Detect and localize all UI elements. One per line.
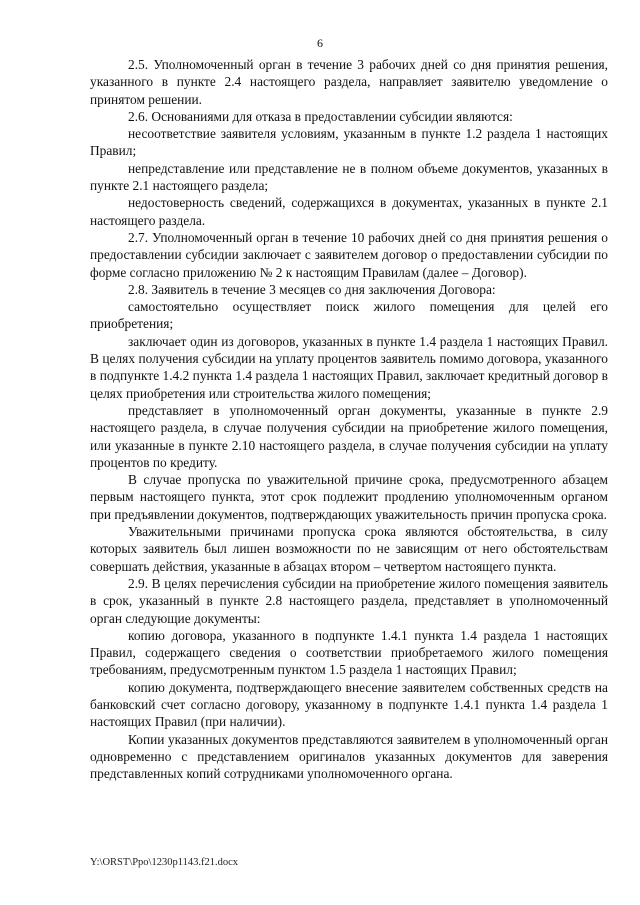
paragraph-2-9: 2.9. В целях перечисления субсидии на приобретение жилого помещения заявитель в срок, указанный в пункте 2.8 настоящего раздела, представляет в уполномоченный орган следующие документы: (90, 575, 608, 626)
paragraph-2-7: 2.7. Уполномоченный орган в течение 10 рабочих дней со дня принятия решения о предоставлении субсидии заключает с заявителем договор о предоставлении субсидии по форме согласно приложению № 2 к настоящим Правилам (далее – Договор). (90, 229, 608, 280)
paragraph-2-6-item-2: непредставление или представление не в полном объеме документов, указанных в пункте 2.1 настоящего раздела; (90, 160, 608, 194)
paragraph-2-6-item-3: недостоверность сведений, содержащихся в документах, указанных в пункте 2.1 настоящего раздела. (90, 195, 608, 228)
paragraph-2-6: 2.6. Основаниями для отказа в предоставлении субсидии являются: (128, 108, 513, 124)
document-body (90, 56, 608, 782)
page-number: 6 (317, 36, 323, 50)
paragraph-2-8: 2.8. Заявитель в течение 3 месяцев со дня заключения Договора: (128, 281, 496, 297)
paragraph-2-9-copies: Копии указанных документов представляются заявителем в уполномоченный орган одновременно с представлением оригиналов указанных документов для заверения представленных копий сотрудниками уполномоченного органа. (90, 731, 608, 782)
paragraph-2-9-item-1: копию договора, указанного в подпункте 1.4.1 пункта 1.4 раздела 1 настоящих Правил, содержащего сведения о соответствии приобретаемого жилого помещения требованиям, предусмотренным пунктом 1.5 раздела 1 настоящих Правил; (90, 627, 608, 678)
paragraph-2-8-valid-reasons: Уважительными причинами пропуска срока являются обстоятельства, в силу которых заявитель был лишен возможности по не зависящим от него обстоятельствам совершать действия, указанные в абзацах втором – четвертом настоящего пункта. (90, 524, 608, 574)
paragraph-2-9-item-2: копию документа, подтверждающего внесение заявителем собственных средств на банковский счет согласно договору, указанному в подпункте 1.4.1 пункта 1.4 раздела 1 настоящих Правил (при наличии). (90, 679, 608, 730)
paragraph-2-5: 2.5. Уполномоченный орган в течение 3 рабочих дней со дня принятия решения, указанного в пункте 2.4 настоящего раздела, направляет заявителю уведомление о принятом решении. (90, 57, 608, 107)
paragraph-2-8-extension: В случае пропуска по уважительной причине срока, предусмотренного абзацем первым настоящего пункта, этот срок подлежит продлению уполномоченным органом при предъявлении документов, подтверждающих уважительность причин пропуска срока. (90, 472, 608, 522)
paragraph-2-6-item-1: несоответствие заявителя условиям, указанным в пункте 1.2 раздела 1 настоящих Правил; (90, 126, 608, 159)
paragraph-2-8-item-3: представляет в уполномоченный орган документы, указанные в пункте 2.9 настоящего раздела, в случае получения субсидии на приобретение жилого помещения, или указанные в пункте 2.10 настоящего раздела, в случае получения субсидии на уплату процентов по кредиту. (90, 402, 608, 470)
paragraph-2-8-item-2: заключает один из договоров, указанных в пункте 1.4 раздела 1 настоящих Правил. В целях получения субсидии на уплату процентов заявитель помимо договора, указанного в подпункте 1.4.2 пункта 1.4 раздела 1 настоящих Правил, заключает кредитный договор в целях приобретения или строительства жилого помещения; (90, 333, 608, 401)
paragraph-2-8-item-1: самостоятельно осуществляет поиск жилого помещения для целей его приобретения; (90, 299, 608, 332)
footer-file-path: Y:\ORST\Ppo\1230p1143.f21.docx (90, 857, 238, 868)
